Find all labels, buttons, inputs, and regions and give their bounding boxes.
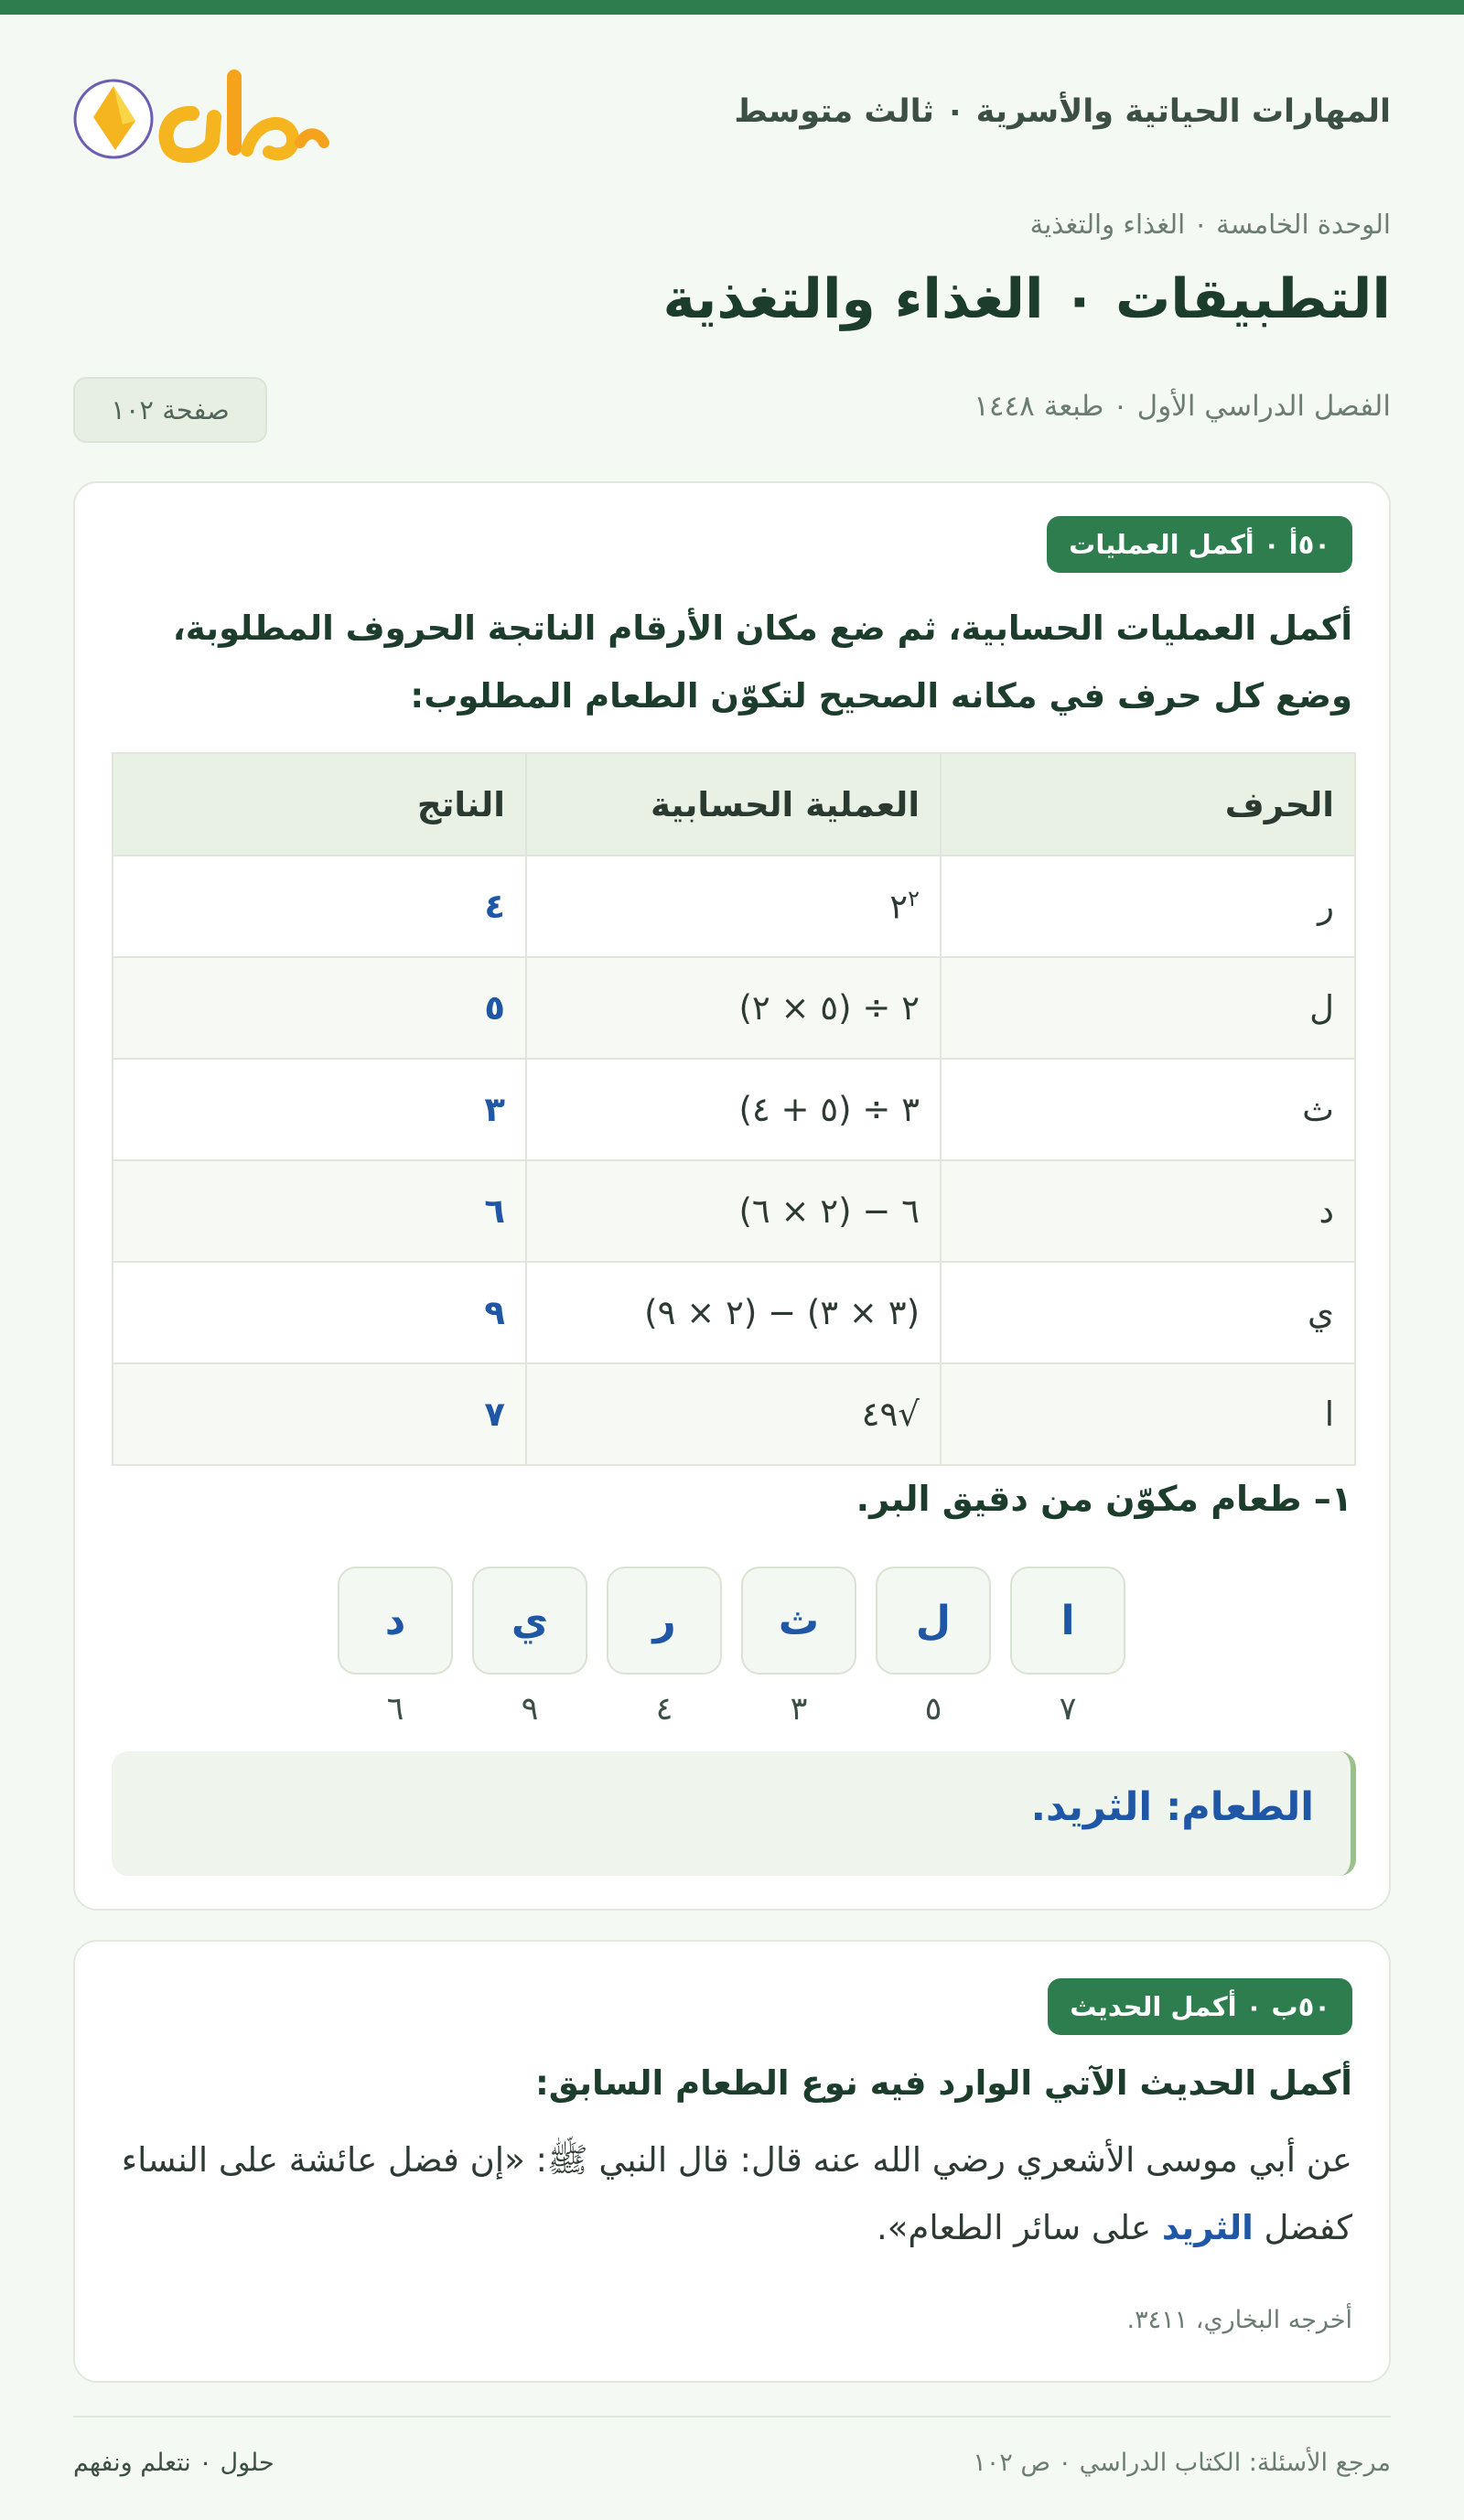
cell-result: ٦: [113, 1160, 526, 1262]
cell-operation: √٤٩: [526, 1363, 941, 1465]
letter-tile: ر: [607, 1567, 722, 1675]
column-header-operation: العملية الحسابية: [526, 753, 941, 856]
hadith-source: أخرجه البخاري، ٣٤١١.: [1126, 2306, 1352, 2334]
page-header: [73, 66, 1391, 176]
page-number-badge: صفحة ١٠٢: [73, 377, 267, 443]
edition-meta: الفصل الدراسي الأول ٠ طبعة ١٤٤٨: [974, 390, 1391, 423]
top-accent-bar: [0, 0, 1464, 15]
exercise-card-a: [73, 481, 1391, 1911]
hadith-before: عن أبي موسى الأشعري رضي الله عنه قال: قال النبي ﷺ: «إن فضل عائشة على النساء كفضل: [121, 2140, 1352, 2247]
answer-text: الطعام: الثريد.: [1030, 1784, 1314, 1830]
section-badge-a: ٥٠أ ٠ أكمل العمليات: [1047, 516, 1352, 573]
cell-letter: ث: [941, 1059, 1355, 1160]
tile-number: ٣: [790, 1691, 808, 1728]
cell-operation: [526, 856, 941, 957]
cell-operation: (٣ × ٣) − (٢ × ٩): [526, 1262, 941, 1363]
table-row: [113, 1262, 1355, 1363]
item-label: ١– طعام مكوّن من دقيق البر.: [856, 1479, 1352, 1519]
tile-number: ٧: [1059, 1691, 1077, 1728]
letter-tile: ل: [876, 1567, 991, 1675]
table-header-row: [113, 753, 1355, 856]
cell-result: ٩: [113, 1262, 526, 1363]
hadith-text: [112, 2127, 1352, 2262]
cell-operation: ٢ ÷ (٥ × ٢): [526, 957, 941, 1059]
operations-table: [112, 752, 1356, 1466]
hadith-after: على سائر الطعام».: [877, 2208, 1152, 2247]
cell-letter: ر: [941, 856, 1355, 957]
tile-number: ٦: [386, 1691, 404, 1728]
tile-number: ٩: [521, 1691, 539, 1728]
table-row: [113, 957, 1355, 1059]
cell-result: ٣: [113, 1059, 526, 1160]
footer-reference: مرجع الأسئلة: الكتاب الدراسي ٠ ص ١٠٢: [973, 2449, 1391, 2477]
hulul-logo[interactable]: [73, 66, 329, 172]
cell-letter: ل: [941, 957, 1355, 1059]
cell-letter: ا: [941, 1363, 1355, 1465]
footer-divider: [73, 2416, 1391, 2418]
exponent: ٢: [908, 886, 920, 912]
hadith-highlight: الثريد: [1161, 2208, 1254, 2247]
table-row: [113, 1059, 1355, 1160]
letter-tile: ي: [472, 1567, 587, 1675]
breadcrumb: الوحدة الخامسة ٠ الغذاء والتغذية: [1029, 209, 1391, 240]
letter-tile: د: [338, 1567, 453, 1675]
cell-result: ٧: [113, 1363, 526, 1465]
answer-box: [112, 1751, 1356, 1876]
page-title: التطبيقات ٠ الغذاء والتغذية: [662, 267, 1391, 331]
cell-letter: د: [941, 1160, 1355, 1262]
column-header-letter: الحرف: [941, 753, 1355, 856]
table-row: [113, 856, 1355, 957]
table-row: [113, 1160, 1355, 1262]
question-text-a: أكمل العمليات الحسابية، ثم ضع مكان الأرقام الناتجة الحروف المطلوبة، وضع كل حرف في مكانه الصحيح لتكوّن الطعام المطلوب:: [172, 608, 1352, 716]
cell-operation: ٣ ÷ (٥ + ٤): [526, 1059, 941, 1160]
exercise-card-b: [73, 1940, 1391, 2383]
tile-number: ٥: [924, 1691, 942, 1728]
cell-operation: ٦ − (٢ × ٦): [526, 1160, 941, 1262]
footer-tagline: حلول ٠ نتعلم ونفهم: [73, 2449, 274, 2477]
letter-tile: ث: [741, 1567, 856, 1675]
section-badge-b: ٥٠ب ٠ أكمل الحديث: [1048, 1978, 1352, 2035]
subject-title: المهارات الحياتية والأسرية ٠ ثالث متوسط: [734, 93, 1391, 130]
column-header-result: الناتج: [113, 753, 526, 856]
tile-number: ٤: [655, 1691, 673, 1728]
base-number: ٢: [889, 887, 909, 927]
question-text-b: أكمل الحديث الآتي الوارد فيه نوع الطعام السابق:: [535, 2063, 1352, 2103]
cell-result: ٥: [113, 957, 526, 1059]
letter-tile: ا: [1010, 1567, 1125, 1675]
cell-result: ٤: [113, 856, 526, 957]
table-row: [113, 1363, 1355, 1465]
cell-letter: ي: [941, 1262, 1355, 1363]
